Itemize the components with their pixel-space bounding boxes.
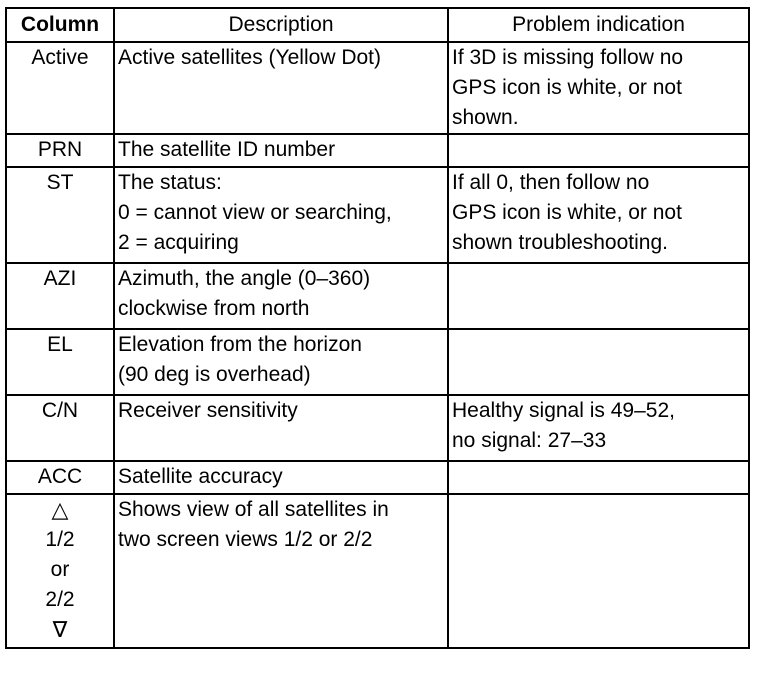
description-line: (90 deg is overhead)	[118, 363, 311, 386]
description-line: Satellite accuracy	[118, 465, 283, 488]
description-line: 0 = cannot view or searching,	[118, 201, 392, 224]
cell-problem-indication	[448, 395, 749, 461]
table-row-active	[6, 42, 749, 134]
header-description: Description	[114, 8, 448, 42]
problem-line: GPS icon is white, or not	[452, 201, 682, 224]
cell-description	[114, 42, 448, 134]
table-row-st	[6, 167, 749, 263]
table-row-prn	[6, 134, 749, 167]
gps-status-table	[5, 7, 750, 649]
table-row-cn	[6, 395, 749, 461]
description-line: 2 = acquiring	[118, 231, 239, 254]
table-row-page-indicator	[6, 494, 749, 648]
cell-column-name: C/N	[6, 395, 114, 461]
description-line: clockwise from north	[118, 297, 310, 320]
header-column: Column	[6, 8, 114, 42]
cell-column-name	[6, 494, 114, 648]
cell-problem-indication	[448, 494, 749, 648]
description-line: Receiver sensitivity	[118, 399, 298, 422]
cell-column-name: PRN	[6, 134, 114, 167]
description-line: Active satellites (Yellow Dot)	[118, 46, 381, 69]
problem-line: shown troubleshooting.	[452, 231, 668, 254]
cell-problem-indication	[448, 329, 749, 395]
triangle-up-icon: △	[51, 497, 69, 522]
page-indicator-line: 2/2	[45, 588, 75, 611]
cell-problem-indication	[448, 42, 749, 134]
description-line: Shows view of all satellites in	[118, 498, 389, 521]
cell-problem-indication	[448, 461, 749, 494]
page-indicator-line: 1/2	[45, 528, 75, 551]
triangle-down-icon: ∇	[52, 617, 68, 642]
cell-description	[114, 395, 448, 461]
problem-line: If all 0, then follow no	[452, 171, 650, 194]
cell-description	[114, 134, 448, 167]
cell-description	[114, 329, 448, 395]
problem-line: Healthy signal is 49–52,	[452, 399, 675, 422]
problem-line: shown.	[452, 106, 519, 129]
description-line: The status:	[118, 171, 222, 194]
header-row	[6, 8, 749, 42]
cell-problem-indication	[448, 263, 749, 329]
header-problem-indication: Problem indication	[448, 8, 749, 42]
page-indicator-line: or	[50, 558, 70, 581]
cell-description	[114, 167, 448, 263]
table-row-acc	[6, 461, 749, 494]
cell-column-name: AZI	[6, 263, 114, 329]
table-row-azi	[6, 263, 749, 329]
description-line: two screen views 1/2 or 2/2	[118, 528, 373, 551]
cell-column-name: ACC	[6, 461, 114, 494]
cell-description	[114, 494, 448, 648]
table-row-el	[6, 329, 749, 395]
cell-column-name: Active	[6, 42, 114, 134]
cell-column-name: ST	[6, 167, 114, 263]
description-line: Azimuth, the angle (0–360)	[118, 267, 371, 290]
cell-problem-indication	[448, 134, 749, 167]
cell-description	[114, 461, 448, 494]
problem-line: no signal: 27–33	[452, 429, 607, 452]
cell-column-name: EL	[6, 329, 114, 395]
description-line: The satellite ID number	[118, 138, 336, 161]
problem-line: If 3D is missing follow no	[452, 46, 684, 69]
problem-line: GPS icon is white, or not	[452, 76, 682, 99]
description-line: Elevation from the horizon	[118, 333, 362, 356]
cell-description	[114, 263, 448, 329]
cell-problem-indication	[448, 167, 749, 263]
